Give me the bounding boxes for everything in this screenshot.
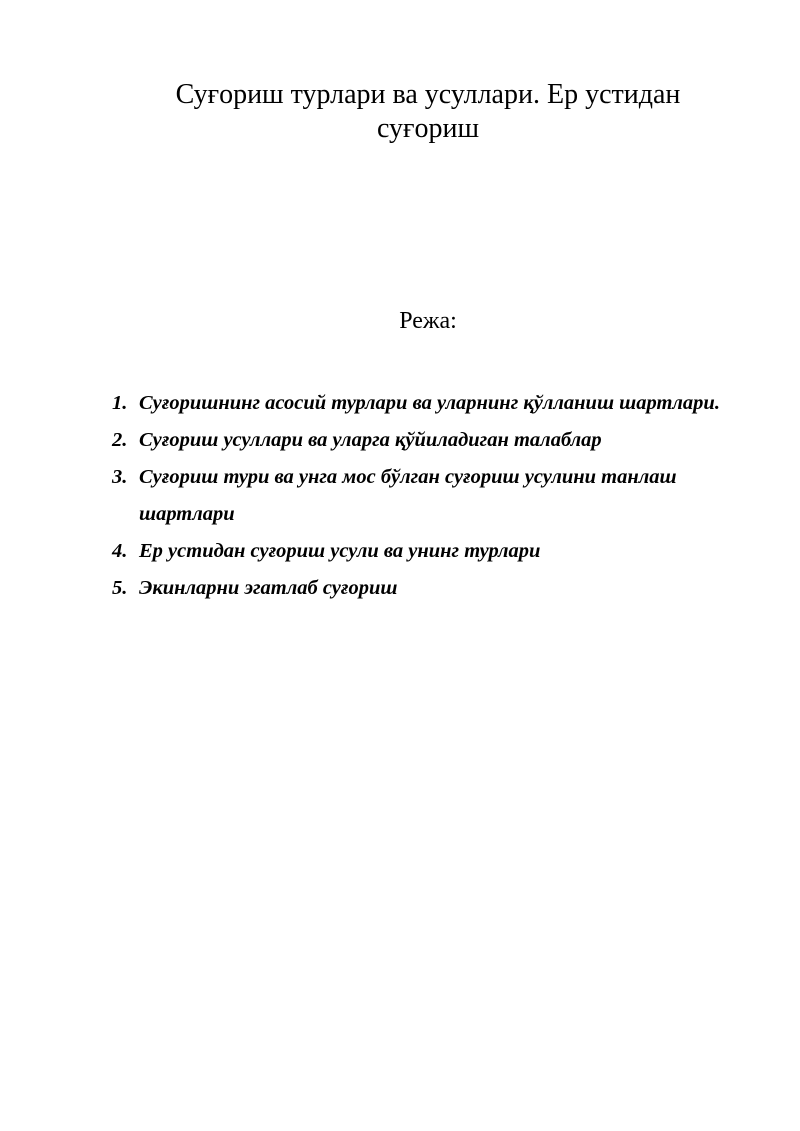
plan-item-text: Ер устидан суғориш усули ва унинг турлари <box>139 540 541 562</box>
plan-item-2 <box>112 422 724 459</box>
plan-item-1 <box>112 385 724 422</box>
plan-item-text: Экинларни эгатлаб суғориш <box>139 577 398 599</box>
plan-item-number: 4. <box>112 540 128 562</box>
document-title: Суғориш турлари ва усуллари. Ер устидан суғориш <box>175 79 681 144</box>
plan-item-4 <box>112 533 724 570</box>
plan-list <box>112 385 724 607</box>
plan-item-number: 3. <box>112 466 128 488</box>
plan-heading: Режа: <box>399 308 457 334</box>
plan-item-5 <box>112 570 724 607</box>
plan-item-number: 2. <box>112 429 128 451</box>
plan-item-text: Суғоришнинг асосий турлари ва уларнинг қўлланиш шартлари. <box>139 392 720 414</box>
plan-item-number: 1. <box>112 392 128 414</box>
plan-item-3 <box>112 459 724 533</box>
plan-item-text: Суғориш тури ва унга мос бўлган суғориш усулини танлаш шартлари <box>139 466 677 525</box>
plan-item-number: 5. <box>112 577 128 599</box>
plan-item-text: Суғориш усуллари ва уларга қўйиладиган талаблар <box>139 429 602 451</box>
